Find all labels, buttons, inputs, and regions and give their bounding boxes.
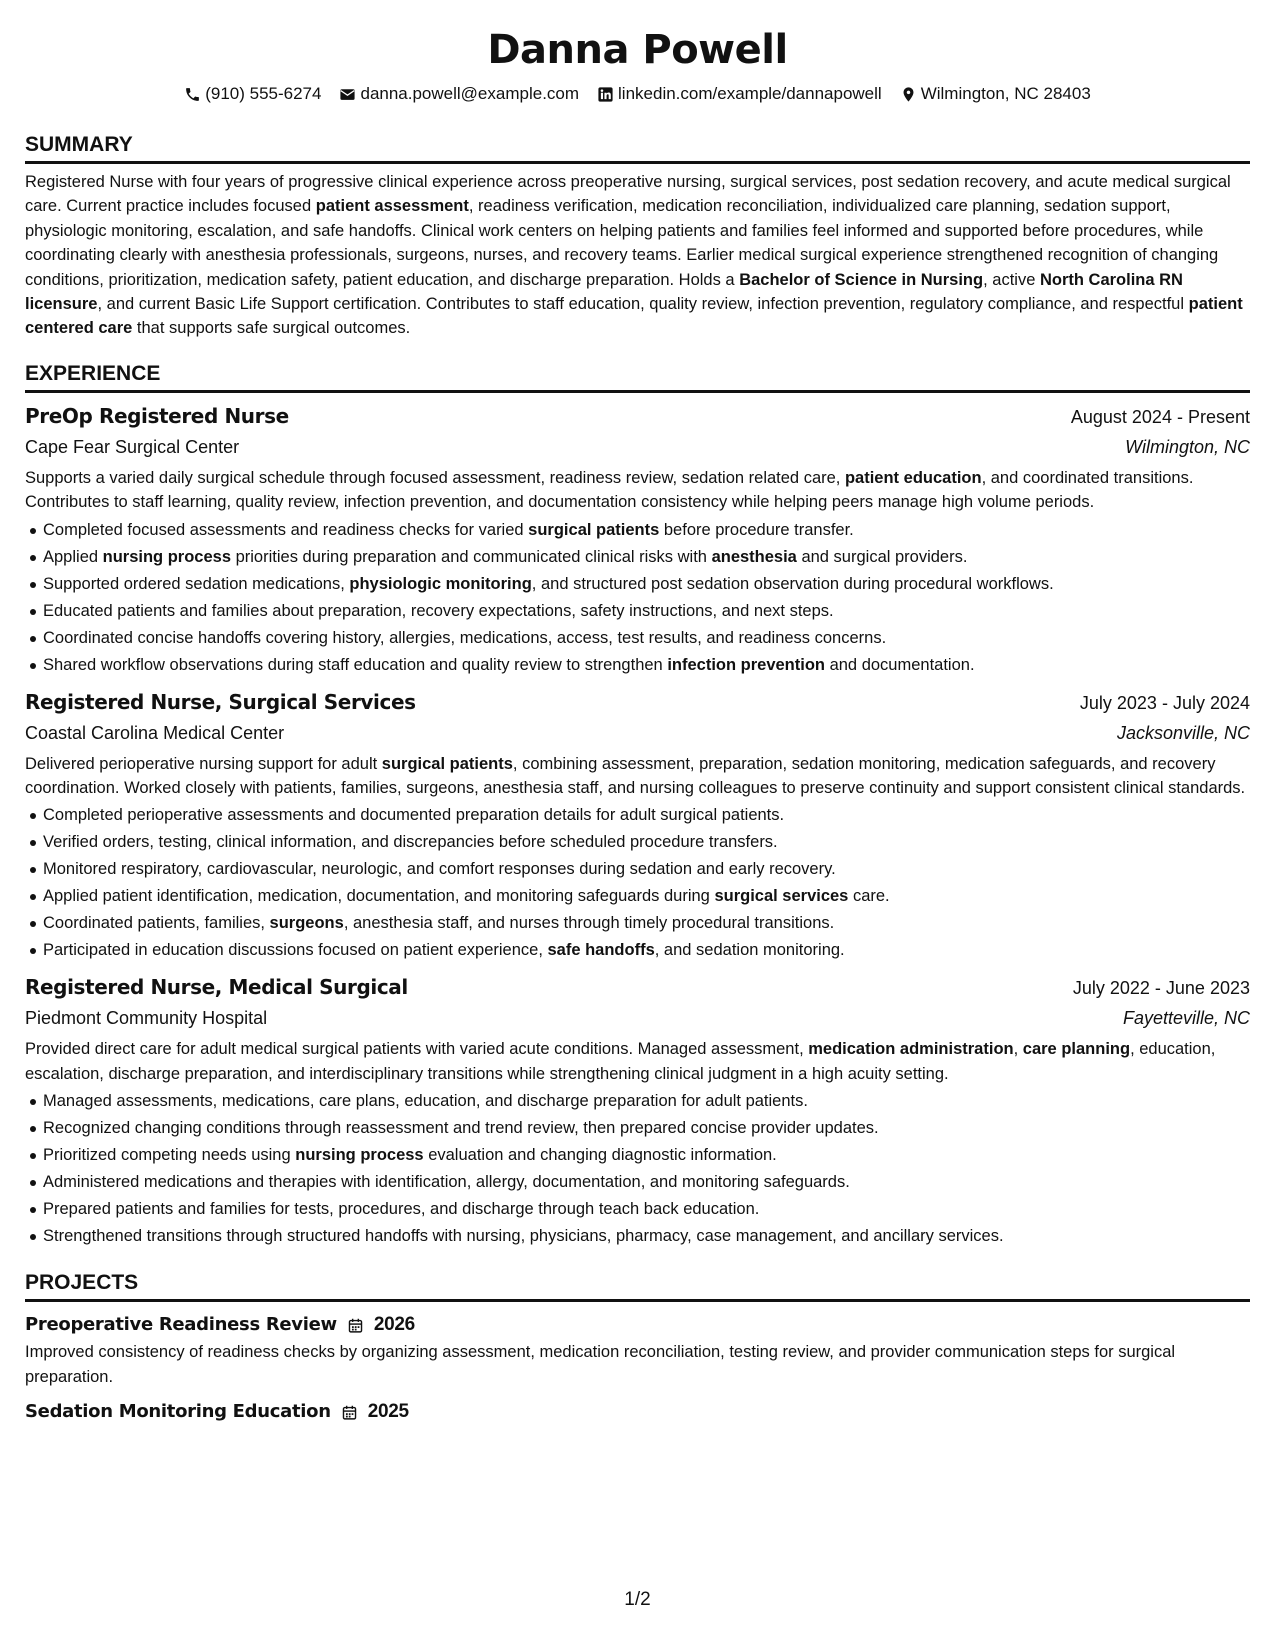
job-entry (25, 401, 1250, 679)
project-entry (25, 1397, 1250, 1427)
job-description (25, 752, 1250, 801)
list-item (25, 1169, 1250, 1196)
list-item (25, 937, 1250, 964)
text-run: Registered Nurse with four years of progressive clinical experience across preoperative nursing, surgical services, post sedation recovery, and acute medical surgical care. Current practice includes focused (25, 173, 1231, 216)
text-run: Delivered perioperative nursing support for adult (25, 754, 382, 773)
text-run: , (1013, 1040, 1023, 1059)
linkedin-text: linkedin.com/example/dannapowell (618, 84, 882, 103)
text-run: and documentation. (825, 655, 975, 674)
bold-keyword: Bachelor of Science in Nursing (739, 270, 984, 289)
bold-keyword: patient education (844, 468, 982, 487)
text-run: Recognized changing conditions through reassessment and trend review, then prepared concise provider updates. (43, 1119, 879, 1138)
bold-keyword: care planning (1022, 1040, 1131, 1059)
list-item (25, 625, 1250, 652)
company-name: Coastal Carolina Medical Center (25, 722, 285, 743)
bold-keyword: medication administration (808, 1040, 1014, 1059)
projects-heading: PROJECTS (25, 1270, 1250, 1302)
text-run: Completed focused assessments and readiness checks for varied (43, 520, 529, 539)
summary-text (25, 170, 1250, 341)
list-item (25, 598, 1250, 625)
map-marker-icon (900, 86, 917, 103)
bold-keyword: surgical patients (381, 754, 513, 773)
text-run: , active (983, 270, 1040, 289)
summary-heading: SUMMARY (25, 132, 1250, 164)
list-item (25, 1223, 1250, 1250)
text-run: Administered medications and therapies with identification, allergy, documentation, and monitoring safeguards. (43, 1173, 850, 1192)
job-dates: July 2022 - June 2023 (1072, 978, 1250, 999)
text-run: Completed perioperative assessments and documented preparation details for adult surgical patients. (43, 806, 785, 825)
list-item (25, 883, 1250, 910)
text-run: Supported ordered sedation medications, (43, 574, 350, 593)
text-run: , readiness verification, medication reconciliation, individualized care planning, sedation support, physiologic monitoring, escalation, and safe handoffs. Clinical work centers on helping patients and families feel informed and supported before procedures, while coordinating clearly with anesthesia professionals, surgeons, nurses, and recovery teams. Earlier medical surgical experience strengthened recognition of changing conditions, prioritization, medication safety, patient education, and discharge preparation. Holds a (25, 197, 1219, 289)
calendar-icon (341, 1404, 358, 1421)
job-location: Fayetteville, NC (1122, 1008, 1250, 1029)
list-item (25, 517, 1250, 544)
phone-text: (910) 555-6274 (205, 84, 322, 103)
contact-email[interactable] (339, 82, 579, 106)
text-run: Applied (43, 547, 103, 566)
bold-keyword: surgeons (269, 914, 344, 933)
text-run: Coordinated patients, families, (43, 914, 270, 933)
company-name: Cape Fear Surgical Center (25, 436, 240, 457)
contact-phone[interactable] (184, 82, 321, 106)
project-year: 2025 (367, 1401, 409, 1423)
project-title: Sedation Monitoring Education (25, 1401, 331, 1423)
experience-heading: EXPERIENCE (25, 361, 1250, 393)
page-number: 1/2 (624, 1589, 651, 1610)
text-run: Supports a varied daily surgical schedule through focused assessment, readiness review, sedation related care, (25, 468, 845, 487)
phone-icon (184, 86, 201, 103)
text-run: Applied patient identification, medication, documentation, and monitoring safeguards during (43, 887, 715, 906)
text-run: priorities during preparation and communicated clinical risks with (231, 547, 712, 566)
job-bullets (25, 1088, 1250, 1250)
job-location: Wilmington, NC (1125, 436, 1250, 457)
list-item (25, 856, 1250, 883)
list-item (25, 652, 1250, 679)
list-item (25, 829, 1250, 856)
job-title: Registered Nurse, Medical Surgical (25, 975, 408, 1000)
location-text: Wilmington, NC 28403 (920, 84, 1091, 103)
list-item (25, 1115, 1250, 1142)
list-item (25, 802, 1250, 829)
text-run: Shared workflow observations during staff education and quality review to strengthen (43, 655, 668, 674)
list-item (25, 571, 1250, 598)
text-run: care. (848, 887, 890, 906)
text-run: , education, escalation, discharge preparation, and interdisciplinary transitions while strengthening clinical judgment in a high acuity setting. (25, 1040, 1216, 1083)
project-entry (25, 1310, 1250, 1389)
envelope-icon (339, 86, 356, 103)
list-item (25, 1196, 1250, 1223)
bold-keyword: safe handoffs (547, 941, 655, 960)
job-bullets (25, 517, 1250, 679)
text-run: before procedure transfer. (659, 520, 854, 539)
text-run: Prioritized competing needs using (43, 1146, 296, 1165)
text-run: Managed assessments, medications, care plans, education, and discharge preparation for adult patients. (43, 1092, 808, 1111)
linkedin-icon (597, 86, 614, 103)
text-run: Coordinated concise handoffs covering history, allergies, medications, access, test results, and readiness concerns. (43, 628, 887, 647)
job-location: Jacksonville, NC (1116, 722, 1250, 743)
bold-keyword: physiologic monitoring (349, 574, 532, 593)
project-title: Preoperative Readiness Review (25, 1314, 337, 1336)
text-run: , and current Basic Life Support certification. Contributes to staff education, quality review, infection prevention, regulatory compliance, and respectful (97, 295, 1189, 314)
project-year: 2026 (373, 1314, 415, 1336)
text-run: , and sedation monitoring. (654, 941, 845, 960)
calendar-icon (347, 1317, 364, 1334)
email-text: danna.powell@example.com (360, 84, 580, 103)
text-run: Participated in education discussions focused on patient experience, (43, 941, 548, 960)
text-run: , and coordinated transitions. Contributes to staff learning, quality review, infection prevention, and documentation consistency while helping peers manage high volume periods. (25, 468, 1194, 512)
job-title: PreOp Registered Nurse (25, 403, 289, 428)
candidate-name: Danna Powell (487, 27, 788, 73)
list-item (25, 544, 1250, 571)
text-run: that supports safe surgical outcomes. (132, 319, 411, 338)
bold-keyword: anesthesia (711, 547, 797, 566)
job-entry (25, 687, 1250, 965)
list-item (25, 1088, 1250, 1115)
job-title: Registered Nurse, Surgical Services (25, 689, 416, 714)
text-run: and surgical providers. (796, 547, 968, 566)
text-run: Verified orders, testing, clinical information, and discrepancies before scheduled procedure transfers. (43, 833, 778, 852)
bold-keyword: surgical services (714, 887, 849, 906)
project-description: Improved consistency of readiness checks by organizing assessment, medication reconciliation, testing review, and provider communication steps for surgical preparation. (25, 1343, 1176, 1386)
company-name: Piedmont Community Hospital (25, 1008, 268, 1029)
job-bullets (25, 802, 1250, 964)
text-run: Prepared patients and families for tests, procedures, and discharge through teach back education. (43, 1200, 760, 1219)
text-run: , combining assessment, preparation, sedation monitoring, medication safeguards, and recovery coordination. Worked closely with patients, families, surgeons, anesthesia staff, and nursing colleagues to preserve continuity and support consistent clinical standards. (25, 754, 1246, 798)
text-run: , anesthesia staff, and nurses through timely procedural transitions. (343, 914, 835, 933)
bold-keyword: nursing process (102, 547, 232, 566)
job-description (25, 466, 1250, 515)
contact-location (900, 82, 1091, 106)
job-description (25, 1037, 1250, 1086)
contact-bar (25, 82, 1250, 106)
contact-linkedin[interactable] (597, 82, 882, 106)
text-run: Strengthened transitions through structured handoffs with nursing, physicians, pharmacy, case management, and ancillary services. (43, 1227, 1004, 1246)
list-item (25, 1142, 1250, 1169)
job-dates: August 2024 - Present (1070, 406, 1250, 427)
bold-keyword: North Carolina RN licensure (25, 270, 1183, 314)
job-entry (25, 972, 1250, 1250)
bold-keyword: patient centered care (25, 295, 1243, 338)
text-run: evaluation and changing diagnostic information. (423, 1146, 777, 1165)
list-item (25, 910, 1250, 937)
text-run: , and structured post sedation observation during procedural workflows. (531, 574, 1054, 593)
text-run: Monitored respiratory, cardiovascular, neurologic, and comfort responses during sedation and early recovery. (43, 860, 836, 879)
bold-keyword: surgical patients (528, 520, 660, 539)
bold-keyword: nursing process (295, 1146, 424, 1165)
bold-keyword: infection prevention (667, 655, 825, 674)
bold-keyword: patient assessment (315, 197, 469, 216)
text-run: Educated patients and families about preparation, recovery expectations, safety instructions, and next steps. (43, 601, 834, 620)
job-dates: July 2023 - July 2024 (1079, 692, 1250, 713)
text-run: Provided direct care for adult medical surgical patients with varied acute conditions. Managed assessment, (25, 1040, 809, 1059)
